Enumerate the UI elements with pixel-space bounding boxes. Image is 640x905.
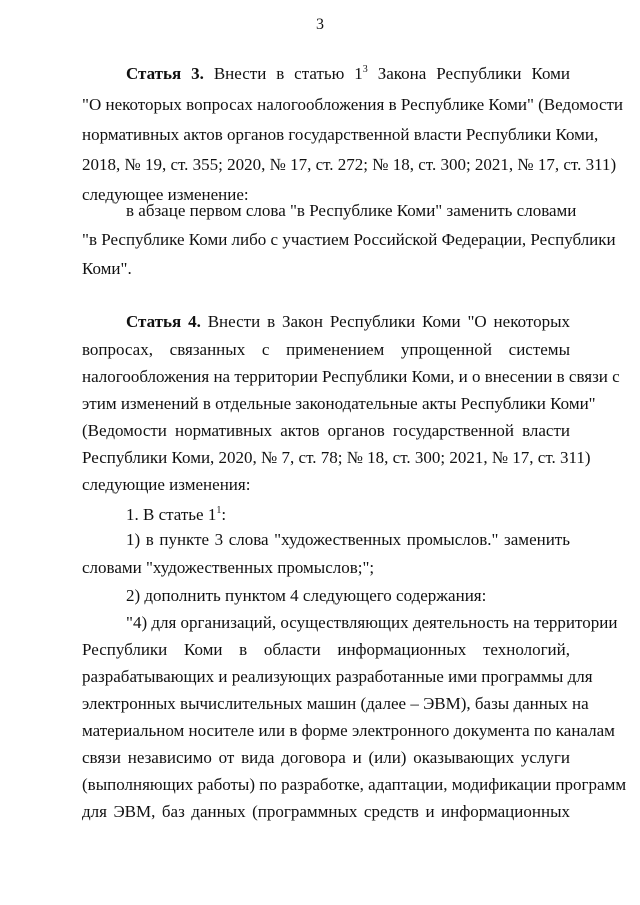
article3-line1-text: Внести в статью 1 [203, 64, 363, 83]
superscript: 1 [216, 505, 222, 516]
article4-line6: Республики Коми, 2020, № 7, ст. 78; № 18, ст. 300; 2021, № 17, ст. 311) [82, 448, 591, 467]
article3-p2-line1: в абзаце первом слова "в Республике Коми" заменить словами [126, 201, 577, 220]
article4-line1 [126, 312, 570, 332]
article4-line5: (Ведомости нормативных актов органов государственной власти [82, 421, 570, 440]
article3-line3: нормативных актов органов государственной власти Республики Коми, [82, 125, 599, 144]
article4-line1-text: Внести в Закон Республики Коми "О некоторых [200, 312, 570, 331]
article4-item1 [126, 505, 570, 528]
article3-line2: "О некоторых вопросах налогообложения в Республике Коми" (Ведомости [82, 95, 624, 114]
article4-line2: вопросах, связанных с применением упрощенной системы [82, 340, 570, 359]
article3-line1 [126, 64, 570, 87]
article4-line4: этим изменений в отдельные законодательные акты Республики Коми" [82, 394, 596, 413]
quote-line8: для ЭВМ, баз данных (программных средств и информационных [82, 802, 570, 821]
item1-tail: : [221, 505, 227, 524]
article4-sub2: 2) дополнить пунктом 4 следующего содержания: [126, 586, 487, 605]
quote-line1: "4) для организаций, осуществляющих деятельность на территории [126, 613, 618, 632]
article4-line7: следующие изменения: [82, 475, 251, 494]
article3-line4: 2018, № 19, ст. 355; 2020, № 17, ст. 272; № 18, ст. 300; 2021, № 17, ст. 311) [82, 155, 617, 174]
article4-line3: налогообложения на территории Республики Коми, и о внесении в связи с [82, 367, 620, 386]
article3-line1-tail: Закона Республики Коми [367, 64, 570, 83]
quote-line5: материальном носителе или в форме электронного документа по каналам [82, 721, 615, 740]
page-number: 3 [316, 16, 324, 33]
quote-line3: разрабатывающих и реализующих разработанные ими программы для [82, 667, 593, 686]
quote-line2: Республики Коми в области информационных технологий, [82, 640, 570, 659]
quote-line6: связи независимо от вида договора и (или) оказывающих услуги [82, 748, 570, 767]
article4-sub1-line2: словами "художественных промыслов;"; [82, 558, 375, 577]
article3-p2-line2: "в Республике Коми либо с участием Российской Федерации, Республики [82, 230, 616, 249]
quote-line4: электронных вычислительных машин (далее – ЭВМ), базы данных на [82, 694, 589, 713]
article4-title: Статья 4. [126, 312, 201, 331]
article3-line5: следующее изменение: [82, 185, 249, 204]
quote-line7: (выполняющих работы) по разработке, адаптации, модификации программ [82, 775, 627, 794]
item1-text: 1. В статье 1 [126, 505, 217, 524]
article3-p2-line3: Коми". [82, 259, 132, 278]
superscript: 3 [362, 64, 368, 75]
article4-sub1-line1: 1) в пункте 3 слова "художественных промыслов." заменить [126, 530, 570, 549]
article3-title: Статья 3. [126, 64, 204, 83]
